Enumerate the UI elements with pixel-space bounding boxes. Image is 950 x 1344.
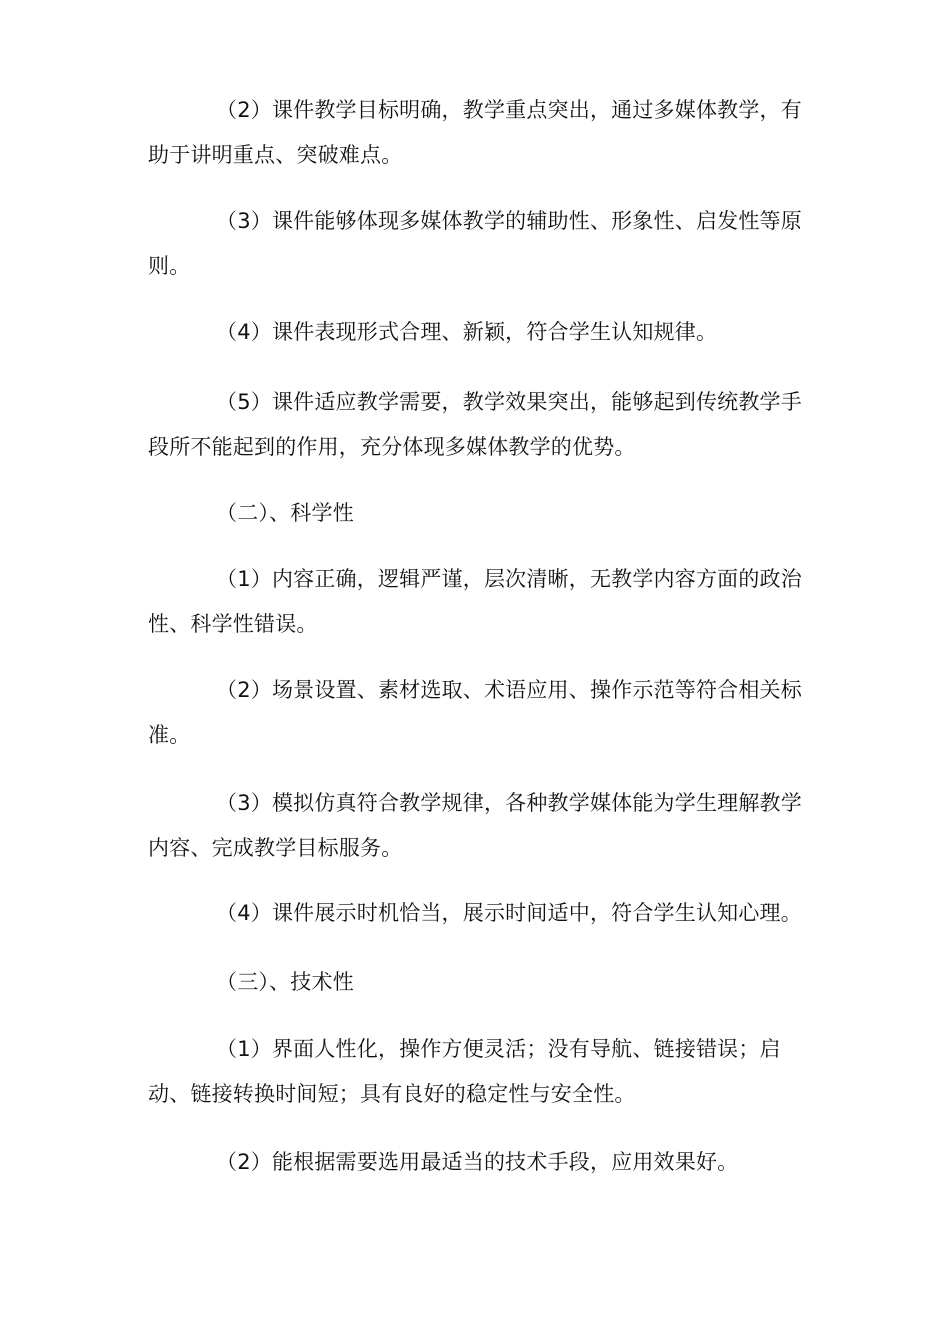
- section-heading-scientific: （二）、科学性: [216, 501, 354, 525]
- paragraph-1-content: （1）内容正确，逻辑严谨，层次清晰，无教学内容方面的政治性、科学性错误。: [148, 567, 802, 636]
- paragraph-5-effect: （5）课件适应教学需要，教学效果突出，能够起到传统教学手段所不能起到的作用，充分体现多媒体教学的优势。: [148, 390, 802, 459]
- paragraph-2-technique: （2）能根据需要选用最适当的技术手段，应用效果好。: [216, 1150, 739, 1174]
- paragraph-3-simulation: （3）模拟仿真符合教学规律，各种教学媒体能为学生理解教学内容、完成教学目标服务。: [148, 791, 802, 860]
- paragraph-3-principles: （3）课件能够体现多媒体教学的辅助性、形象性、启发性等原则。: [148, 209, 802, 278]
- paragraph-1-interface: （1）界面人性化，操作方便灵活；没有导航、链接错误；启动、链接转换时间短；具有良好的稳定性与安全性。: [148, 1037, 781, 1106]
- paragraph-4-timing: （4）课件展示时机恰当，展示时间适中，符合学生认知心理。: [216, 901, 802, 925]
- section-heading-technical: （三）、技术性: [216, 970, 354, 994]
- paragraph-4-form: （4）课件表现形式合理、新颖，符合学生认知规律。: [216, 320, 718, 344]
- paragraph-2-objectives: （2）课件教学目标明确，教学重点突出，通过多媒体教学，有助于讲明重点、突破难点。: [148, 98, 802, 167]
- paragraph-2-standards: （2）场景设置、素材选取、术语应用、操作示范等符合相关标准。: [148, 678, 802, 747]
